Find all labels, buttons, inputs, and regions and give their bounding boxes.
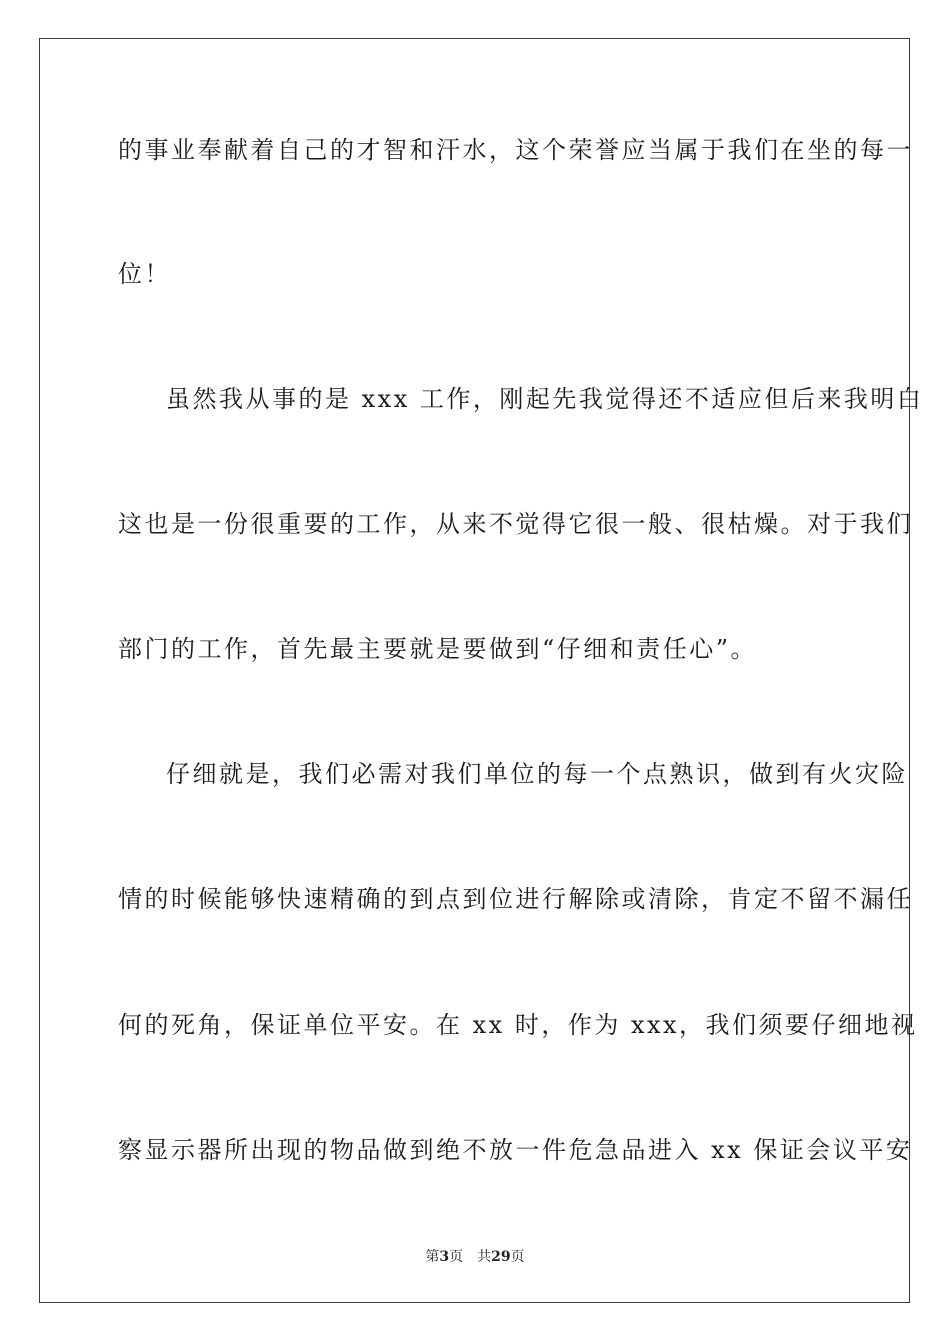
page-border	[39, 38, 924, 1303]
paragraph-3-line-1: 仔细就是，我们必需对我们单位的每一个点熟识，做到有火灾险	[166, 760, 908, 788]
paragraph-3-line-3: 何的死角，保证单位平安。在 xx 时，作为 xxx，我们须要仔细地视	[118, 1011, 918, 1039]
page-suffix: 页	[449, 1249, 464, 1265]
page-footer	[0, 1248, 950, 1266]
paragraph-2-line-1: 虽然我从事的是 xxx 工作，刚起先我觉得还不适应但后来我明白	[166, 385, 924, 413]
total-pages: 29	[491, 1249, 511, 1265]
total-suffix: 页	[510, 1249, 525, 1265]
body-line-2: 位！	[118, 260, 171, 288]
page-number: 3	[439, 1249, 450, 1265]
paragraph-2-line-3: 部门的工作，首先最主要就是要做到“仔细和责任心”。	[118, 635, 758, 663]
body-line-1: 的事业奉献着自己的才智和汗水，这个荣誉应当属于我们在坐的每一	[118, 136, 913, 164]
paragraph-2-line-2: 这也是一份很重要的工作，从来不觉得它很一般、很枯燥。对于我们	[118, 510, 913, 538]
paragraph-3-line-4: 察显示器所出现的物品做到绝不放一件危急品进入 xx 保证会议平安	[118, 1136, 913, 1164]
paragraph-3-line-2: 情的时候能够快速精确的到点到位进行解除或清除，肯定不留不漏任	[118, 885, 913, 913]
total-prefix: 共	[477, 1249, 492, 1265]
page-prefix: 第	[425, 1249, 440, 1265]
